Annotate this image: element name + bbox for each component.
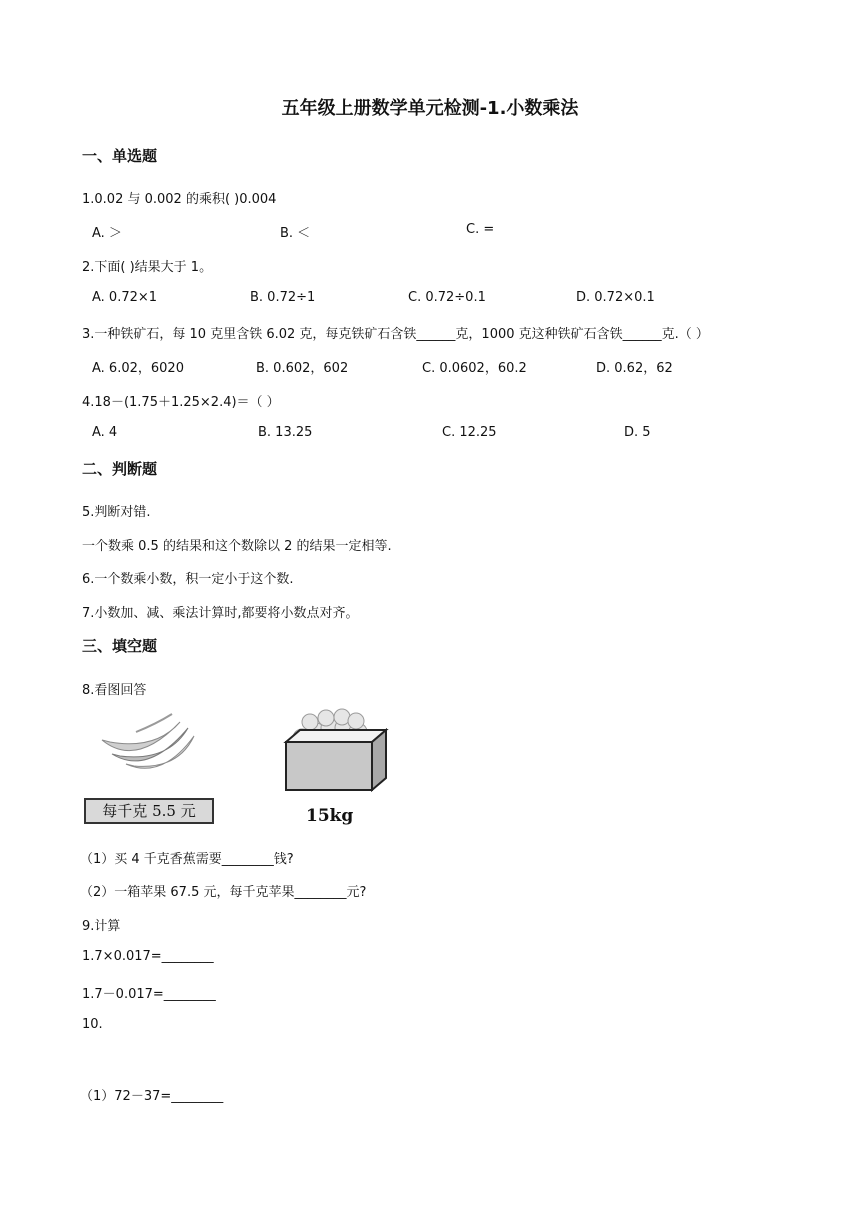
question-2-option-b[interactable]: B. 0.72÷1 [250,290,316,305]
question-8-part-1: （1）买 4 千克香蕉需要________钱? [80,852,294,867]
question-4-option-d[interactable]: D. 5 [624,425,651,440]
banana-price-label: 每千克 5.5 元 [84,798,214,824]
question-6-text: 6.一个数乘小数，积一定小于这个数. [82,572,294,587]
question-2-option-a[interactable]: A. 0.72×1 [92,290,158,305]
question-5-text: 5.判断对错. [82,505,151,520]
question-2-option-c[interactable]: C. 0.72÷0.1 [408,290,486,305]
question-9-text: 9.计算 [82,919,121,934]
question-10-text: 10. [82,1017,103,1032]
question-3-option-a[interactable]: A. 6.02，6020 [92,361,184,376]
question-1-text: 1.0.02 与 0.002 的乘积( )0.004 [82,192,277,207]
question-3-option-b[interactable]: B. 0.602，602 [256,361,349,376]
section-heading-fill-blank: 三、填空题 [82,637,158,655]
question-3-text: 3.一种铁矿石，每 10 克里含铁 6.02 克，每克铁矿石含铁______克，1000 克这种铁矿石含铁______克.（ ） [82,327,709,342]
question-4-text: 4.18－(1.75＋1.25×2.4)＝（ ） [82,395,280,410]
question-4-option-b[interactable]: B. 13.25 [258,425,313,440]
question-2-option-d[interactable]: D. 0.72×0.1 [576,290,655,305]
question-1-option-b[interactable]: B. ＜ [280,226,311,241]
banana-image [96,710,200,776]
question-8-part-2: （2）一箱苹果 67.5 元，每千克苹果________元? [80,885,367,900]
question-4-option-c[interactable]: C. 12.25 [442,425,497,440]
page-title: 五年级上册数学单元检测-1.小数乘法 [281,98,579,119]
question-2-text: 2.下面( )结果大于 1。 [82,260,213,275]
question-4-option-a[interactable]: A. 4 [92,425,118,440]
question-8-text: 8.看图回答 [82,683,147,698]
apple-box-weight-label: 15kg [306,806,354,826]
apple-box-image [280,708,392,796]
question-9-line-2: 1.7－0.017=________ [82,987,216,1002]
question-10-part-1: （1）72－37=________ [80,1089,224,1104]
question-7-text: 7.小数加、减、乘法计算时,都要将小数点对齐。 [82,606,359,621]
question-3-option-c[interactable]: C. 0.0602，60.2 [422,361,527,376]
question-1-option-a[interactable]: A. ＞ [92,226,122,241]
question-5-statement: 一个数乘 0.5 的结果和这个数除以 2 的结果一定相等. [82,539,392,554]
question-9-line-1: 1.7×0.017=________ [82,949,214,964]
question-3-option-d[interactable]: D. 0.62，62 [596,361,673,376]
section-heading-true-false: 二、判断题 [82,460,158,478]
section-heading-single-choice: 一、单选题 [82,147,158,165]
question-1-option-c[interactable]: C. = [466,222,495,237]
